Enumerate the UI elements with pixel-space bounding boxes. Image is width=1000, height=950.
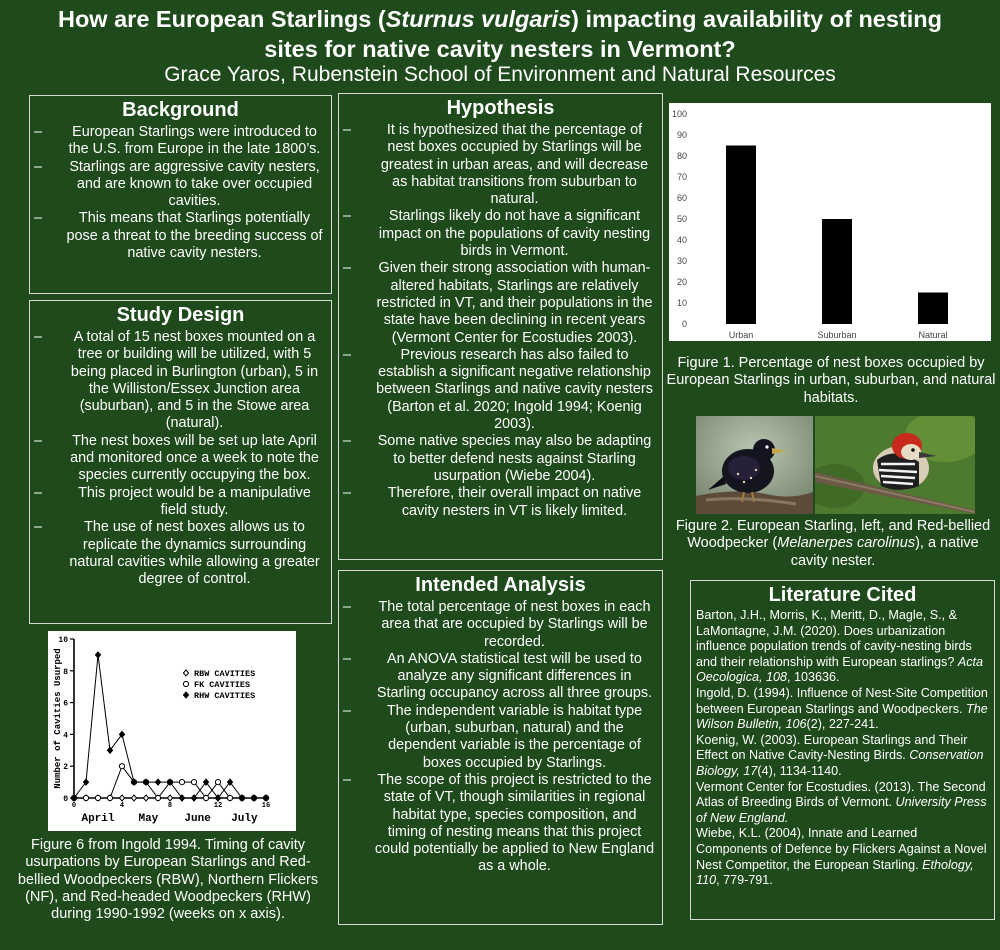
study-design-list: [30, 329, 331, 588]
intended-analysis-list: [339, 599, 662, 876]
x-number-label: 8: [167, 802, 173, 810]
poster-header: [0, 4, 1000, 86]
y-tick-label: 10: [676, 298, 687, 308]
data-point: [203, 795, 208, 800]
bar-chart: [669, 103, 991, 341]
reference-item: Vermont Center for Ecostudies. (2013). The Second Atlas of Breeding Birds of Vermont. University Press of New England.: [696, 779, 987, 825]
y-tick-label: 30: [676, 256, 687, 266]
legend-label: RBW CAVITIES: [194, 669, 256, 679]
bar: [822, 219, 852, 324]
data-point: [95, 652, 100, 658]
figure6-caption: Figure 6 from Ingold 1994. Timing of cavity usurpations by European Starlings and Red-bellied Woodpeckers (RBW), Northern Flickers (NF), and Red-headed Woodpeckers (RHW) during 1990-1992 (weeks on x axis).: [17, 837, 319, 923]
data-point: [215, 780, 220, 785]
y-tick-label: 50: [676, 214, 687, 224]
background-heading: Background: [122, 99, 239, 121]
data-point: [191, 780, 196, 785]
data-point: [183, 692, 188, 698]
y-tick-label: 90: [676, 130, 687, 140]
data-point: [143, 795, 148, 801]
month-label: June: [184, 813, 211, 825]
y-tick-label: 40: [676, 235, 687, 245]
data-point: [119, 795, 124, 801]
month-label: April: [81, 813, 115, 825]
x-tick-label: Suburban: [817, 330, 857, 340]
legend-label: RHW CAVITIES: [194, 691, 256, 701]
study-design-heading: Study Design: [116, 304, 245, 326]
y-axis-label: Number of Cavities Usurped: [53, 648, 63, 789]
list-item: – Starlings likely do not have a significant impact on the populations of cavity nesting birds in Vermont.: [343, 208, 651, 260]
list-item: – The nest boxes will be set up late April and monitored once a week to note the species currently occupying the box.: [34, 432, 319, 484]
y-tick-label: 8: [63, 667, 68, 677]
y-tick-label: 60: [676, 193, 687, 203]
figure1-caption: Figure 1. Percentage of nest boxes occupied by European Starlings in urban, suburban, and natural habitats.: [666, 355, 996, 406]
list-item: – Therefore, their overall impact on native cavity nesters in VT is likely limited.: [343, 485, 642, 519]
data-point: [183, 670, 188, 676]
list-item: – The use of nest boxes allows us to replicate the dynamics surrounding natural cavities while allowing a greater degree of control.: [34, 519, 320, 588]
list-item: – The total percentage of nest boxes in each area that are occupied by Starlings will be recorded.: [343, 599, 651, 650]
data-point: [179, 780, 184, 785]
data-point: [131, 795, 136, 801]
title-species: Sturnus vulgaris: [385, 6, 572, 32]
list-item: – European Starlings were introduced to the U.S. from Europe in the late 1800’s.: [34, 124, 321, 158]
intended-analysis-heading: Intended Analysis: [415, 574, 586, 596]
reference-item: Ingold, D. (1994). Influence of Nest-Site Competition between European Starlings and Woodpeckers. The Wilson Bulletin, 106(2), 227-241.: [696, 685, 988, 732]
reference-item: Barton, J.H., Morris, K., Meritt, D., Magle, S., & LaMontagne, J.M. (2020). Does urbanization influence population trends of cavity-nesting birds and their relationship with European starlings? Acta Oecologica, 108, 103636.: [696, 608, 984, 685]
line-chart: [48, 631, 296, 831]
woodpecker-photo: [815, 416, 975, 514]
list-item: – An ANOVA statistical test will be used to analyze any significant differences in Starling occupancy across all three groups.: [343, 650, 653, 702]
hypothesis-box: [338, 93, 663, 560]
data-point: [227, 795, 232, 800]
y-tick-label: 100: [671, 109, 687, 119]
month-label: May: [138, 813, 159, 825]
data-point: [119, 764, 124, 769]
y-tick-label: 10: [58, 636, 68, 645]
x-tick-label: Urban: [728, 330, 754, 340]
figure6-chart-panel: [48, 631, 296, 831]
author-line: Grace Yaros, Rubenstein School of Environment and Natural Resources: [164, 63, 836, 86]
x-number-label: 0: [71, 802, 77, 810]
list-item: – This project would be a manipulative field study.: [34, 484, 311, 518]
data-point: [95, 795, 100, 800]
list-item: – It is hypothesized that the percentage of nest boxes occupied by Starlings will be greatest in urban areas, and will decrease as habitat transitions from suburban to natural.: [343, 122, 649, 208]
intended-analysis-box: [338, 570, 663, 925]
title-text-a: How are European Starlings (: [57, 6, 386, 32]
data-point: [155, 779, 160, 785]
starling-photo: [696, 416, 813, 514]
x-number-label: 12: [213, 802, 223, 810]
reference-list: [691, 608, 994, 889]
list-item: – Given their strong association with human-altered habitats, Starlings are relatively restricted in VT, and their populations in the state have been declining in recent years (Vermont Center for Ecostudies 2003).: [343, 260, 653, 346]
y-tick-label: 2: [63, 763, 68, 773]
list-item: – Some native species may also be adapting to better defend nests against Starling usurpation (Wiebe 2004).: [343, 433, 652, 484]
list-item: – Previous research has also failed to establish a significant negative relationship between Starlings and native cavity nesters (Barton et al. 2020; Ingold 1994; Koenig 2003).: [343, 346, 653, 433]
hypothesis-list: [339, 122, 662, 520]
reference-item: Koenig, W. (2003). European Starlings and Their Effect on Native Cavity-Nesting Birds. Conservation Biology, 17(4), 1134-1140.: [696, 732, 984, 778]
hypothesis-heading: Hypothesis: [446, 97, 555, 119]
y-tick-label: 6: [63, 699, 68, 709]
reference-item: Wiebe, K.L. (2004), Innate and Learned Components of Defence by Flickers Against a Novel Nest Competitor, the European Starling. Ethology, 110, 779-791.: [696, 826, 987, 888]
data-point: [107, 795, 112, 800]
y-tick-label: 70: [676, 172, 687, 182]
list-item: – This means that Starlings potentially pose a threat to the breeding success of native cavity nesters.: [34, 210, 323, 262]
bar: [918, 293, 948, 325]
list-item: – Starlings are aggressive cavity nesters, and are known to take over occupied cavities.: [34, 158, 320, 210]
list-item: – A total of 15 nest boxes mounted on a tree or building will be utilized, with 5 being placed in Burlington (urban), 5 in the Williston/Essex Junction area (suburban), and 5 in the Stowe area (natural).: [34, 329, 319, 432]
title-text-b: ) impacting availability of nesting: [571, 6, 943, 32]
data-point: [83, 795, 88, 800]
literature-heading: Literature Cited: [768, 584, 917, 606]
background-list: [30, 124, 331, 262]
y-tick-label: 0: [681, 319, 687, 329]
x-number-label: 4: [119, 802, 125, 810]
figure1-chart-panel: [669, 103, 991, 341]
poster-title: [0, 4, 1000, 64]
list-item: – The scope of this project is restricted to the state of VT, though similarities in regional habitat type, species composition, and timing of nesting means that this project could potentially be applied to New England as a whole.: [343, 771, 655, 875]
bar: [726, 146, 756, 325]
x-tick-label: Natural: [918, 330, 948, 340]
y-tick-label: 0: [63, 795, 68, 804]
month-label: July: [231, 813, 258, 825]
data-point: [155, 795, 160, 800]
data-point: [167, 795, 172, 801]
y-tick-label: 20: [676, 277, 687, 287]
literature-box: [690, 580, 995, 920]
list-item: – The independent variable is habitat type (urban, suburban, natural) and the dependent variable is the percentage of boxes occupied by Starlings.: [343, 702, 643, 771]
data-point: [183, 681, 188, 686]
y-tick-label: 80: [676, 151, 687, 161]
x-number-label: 16: [261, 802, 271, 810]
study-design-box: [29, 300, 332, 624]
background-box: [29, 95, 332, 294]
y-tick-label: 4: [63, 731, 68, 741]
figure2-caption: Figure 2. European Starling, left, and Red-bellied Woodpecker (Melanerpes carolinus), a native cavity nester.: [675, 518, 991, 569]
title-text-c: sites for native cavity nesters in Vermont?: [264, 36, 736, 62]
legend-label: FK CAVITIES: [194, 680, 251, 690]
